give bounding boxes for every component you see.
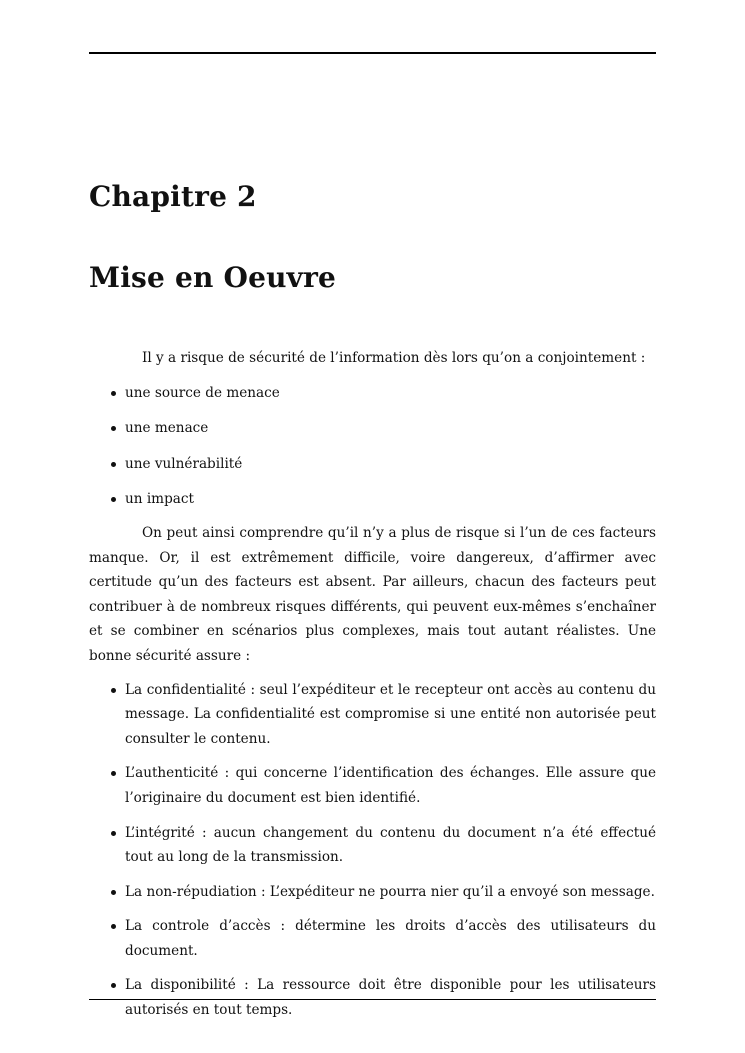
list-item: La disponibilité : La ressource doit être disponible pour les utilisateurs autorisés en tout temps.	[89, 973, 656, 1022]
risk-factor-list	[89, 381, 656, 512]
chapter-title: Mise en Oeuvre	[89, 261, 337, 294]
chapter-label: Chapitre 2	[89, 180, 257, 213]
list-item: un impact	[89, 487, 656, 512]
list-item: La confidentialité : seul l’expéditeur et le recepteur ont accès au contenu du message. La confidentialité est compromise si une entité non autorisée peut consulter le contenu.	[89, 678, 656, 752]
intro-paragraph: Il y a risque de sécurité de l’information dès lors qu’on a conjointement :	[142, 350, 646, 366]
list-item: La non-répudiation : L’expéditeur ne pourra nier qu’il a envoyé son message.	[89, 880, 656, 905]
header-rule	[89, 52, 656, 54]
list-item: L’intégrité : aucun changement du contenu du document n’a été effectué tout au long de la transmission.	[89, 821, 656, 870]
security-property-list	[89, 678, 656, 1023]
list-item: une menace	[89, 416, 656, 441]
list-item: La controle d’accès : détermine les droits d’accès des utilisateurs du document.	[89, 914, 656, 963]
footer-rule	[89, 999, 656, 1000]
list-item: une vulnérabilité	[89, 452, 656, 477]
body-text	[89, 346, 656, 1033]
body-paragraph: On peut ainsi comprendre qu’il n’y a plus de risque si l’un de ces facteurs manque. Or, il est extrêmement difficile, voire dangereux, d’affirmer avec certitude qu’un des facteurs est absent. Par ailleurs, chacun des facteurs peut contribuer à de nombreux risques différents, qui peuvent eux-mêmes s’enchaîner et se combiner en scénarios plus complexes, mais tout autant réalistes. Une bonne sécurité assure :	[89, 524, 656, 664]
list-item: L’authenticité : qui concerne l’identification des échanges. Elle assure que l’originaire du document est bien identifié.	[89, 761, 656, 810]
list-item: une source de menace	[89, 381, 656, 406]
